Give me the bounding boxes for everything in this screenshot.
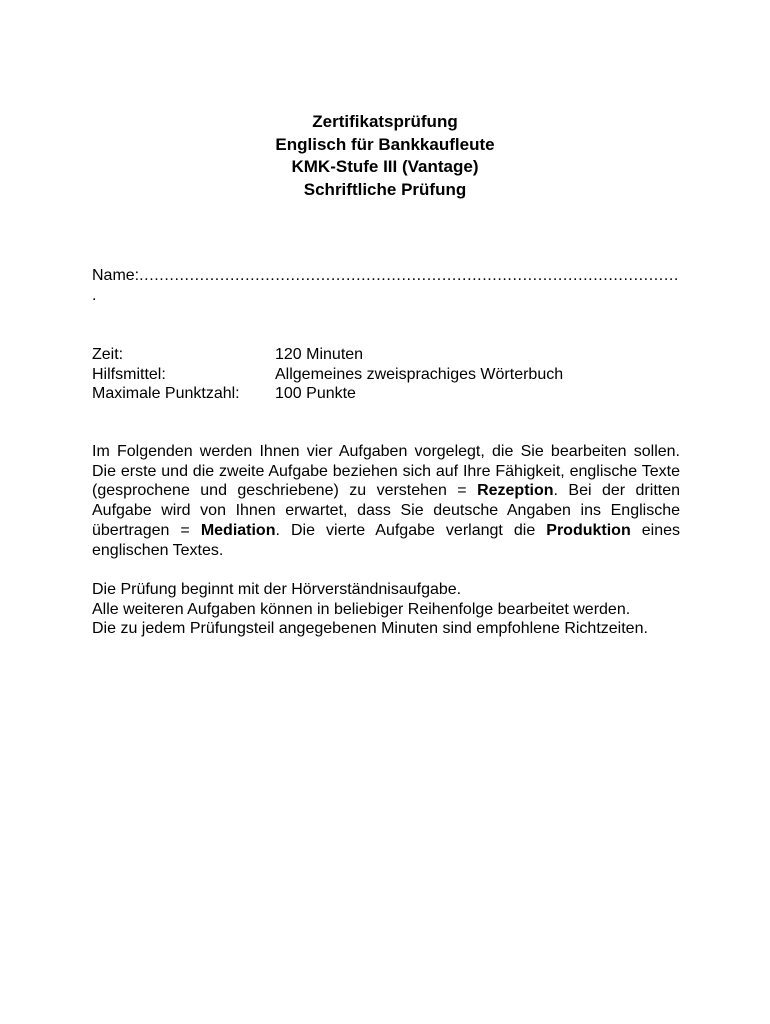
term-mediation: Mediation — [200, 521, 276, 539]
note-line-2: Alle weiteren Aufgaben können in beliebiger Reihenfolge bearbeitet werden. — [92, 600, 631, 618]
intro-text: . Die vierte Aufgabe verlangt die — [275, 521, 547, 539]
info-row-aids — [92, 365, 563, 385]
info-label: Zeit: — [92, 346, 124, 363]
info-value: 120 Minuten — [275, 346, 364, 363]
intro-text: Im Folgenden werden Ihnen vier Aufgaben vorgelegt, die Sie bearbeiten sollen. Die erste und die zweite Aufgabe beziehen sich auf Ihre Fähigkeit, englische Texte (gesprochene und geschriebene) zu verstehen = — [92, 443, 680, 500]
note-line-1: Die Prüfung beginnt mit der Hörverständnisaufgabe. — [92, 581, 462, 598]
name-field — [92, 266, 692, 306]
name-row — [92, 266, 692, 286]
title-line-2: Englisch für Bankkaufleute — [275, 134, 495, 154]
intro-text: . Bei der dritten Aufgabe wird von Ihnen erwartet, dass Sie deutsche Angaben ins Englische übertragen = — [92, 482, 681, 539]
term-rezeption: Rezeption — [477, 482, 554, 500]
title-line-4: Schriftliche Prüfung — [303, 179, 467, 199]
info-value: 100 Punkte — [275, 385, 356, 402]
intro-text: eines englischen Textes. — [92, 521, 681, 559]
name-dotted-line-end: . — [92, 287, 97, 304]
info-label: Maximale Punktzahl: — [92, 385, 240, 402]
note-line-3: Die zu jedem Prüfungsteil angegebenen Minuten sind empfohlene Richtzeiten. — [92, 620, 648, 638]
name-dotted-line: ........................................................................................................... — [139, 267, 679, 284]
title-line-3: KMK-Stufe III (Vantage) — [291, 157, 479, 176]
info-value: Allgemeines zweisprachiges Wörterbuch — [275, 365, 564, 383]
info-row-time — [92, 345, 563, 365]
name-label: Name: — [92, 267, 140, 284]
info-label: Hilfsmittel: — [92, 365, 166, 383]
term-produktion: Produktion — [546, 521, 631, 539]
intro-paragraph — [92, 442, 680, 560]
notes-paragraph — [92, 580, 680, 639]
exam-info-table — [92, 345, 563, 404]
exam-title — [0, 111, 770, 201]
title-line-1: Zertifikatsprüfung — [312, 112, 458, 131]
info-row-max-points — [92, 384, 563, 404]
